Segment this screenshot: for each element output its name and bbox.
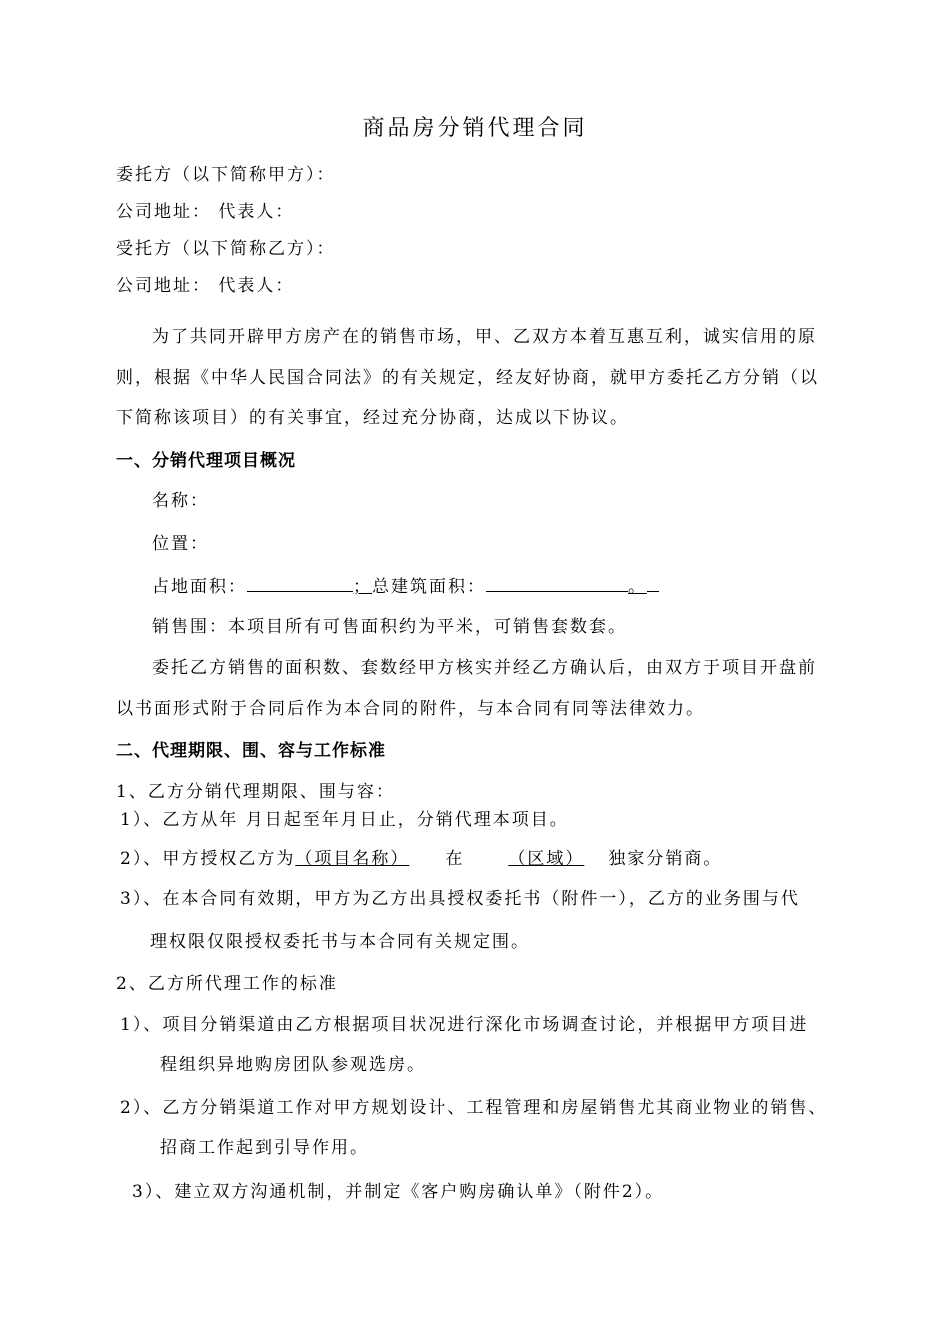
standard-2-line-1: 2）、乙方分销渠道工作对甲方规划设计、工程管理和房屋销售尤其商业物业的销售、 [120,1098,828,1118]
standard-3: 3）、建立双方沟通机制，并制定《客户购房确认单》（附件2）。 [132,1182,665,1202]
section-1-para-line-2: 以书面形式附于合同后作为本合同的附件，与本合同有同等法律效力。 [116,699,705,719]
item-2-project-field: （项目名称） [295,849,410,869]
party-a-line: 委托方（以下简称甲方）： [116,165,336,185]
item-2-prefix: 2）、甲方授权乙方为 [120,849,296,869]
standard-1-line-1: 1）、项目分销渠道由乙方根据项目状况进行深化市场调查讨论，并根据甲方项目进 [120,1015,809,1035]
land-area-blank [247,573,353,592]
item-2-region-field: （区域） [508,849,585,869]
party-a-address-line: 公司地址： 代表人： [116,202,295,222]
section-1-heading: 一、分销代理项目概况 [116,451,296,471]
item-3-line-2: 理权限仅限授权委托书与本合同有关规定围。 [150,932,530,952]
land-area-label: 占地面积： [152,577,247,597]
separator: ； [353,577,372,597]
intro-line-1: 为了共同开辟甲方房产在的销售市场，甲、乙双方本着互惠互利，诚实信用的原 [152,327,817,347]
item-2-mid: 在 [445,849,465,869]
party-b-line: 受托方（以下简称乙方）： [116,239,336,259]
subsection-2-2: 2、乙方所代理工作的标准 [116,974,338,994]
intro-line-2: 则，根据《中华人民国合同法》的有关规定，经友好协商，就甲方委托乙方分销（以 [116,368,819,388]
section-1-para-line-1: 委托乙方销售的面积数、套数经甲方核实并经乙方确认后，由双方于项目开盘前 [152,658,817,678]
project-location-label: 位置： [152,534,209,554]
end-blank [647,573,659,592]
document-title: 商品房分销代理合同 [362,116,588,141]
standard-2-line-2: 招商工作起到引导作用。 [160,1138,369,1158]
section-2-heading: 二、代理期限、围、容与工作标准 [116,741,386,761]
item-2 [120,847,722,871]
project-name-label: 名称： [152,491,209,511]
party-b-address-line: 公司地址： 代表人： [116,276,295,296]
subsection-2-1: 1、乙方分销代理期限、围与容： [116,782,395,802]
item-1: 1）、乙方从年 月日起至年月日止，分销代理本项目。 [120,810,569,830]
item-2-suffix: 独家分销商。 [608,849,723,869]
item-3-line-1: 3）、在本合同有效期，甲方为乙方出具授权委托书（附件一），乙方的业务围与代 [120,889,800,909]
area-line [152,573,659,599]
standard-1-line-2: 程组织异地购房团队参观选房。 [160,1055,426,1075]
sales-scope-line: 销售围：本项目所有可售面积约为平米，可销售套数套。 [152,617,627,637]
intro-line-3: 下简称该项目）的有关事宜，经过充分协商，达成以下协议。 [116,408,629,428]
total-area-blank [486,573,628,592]
total-area-label: 总建筑面积： [372,577,486,597]
end-mark: 。 [628,577,647,597]
